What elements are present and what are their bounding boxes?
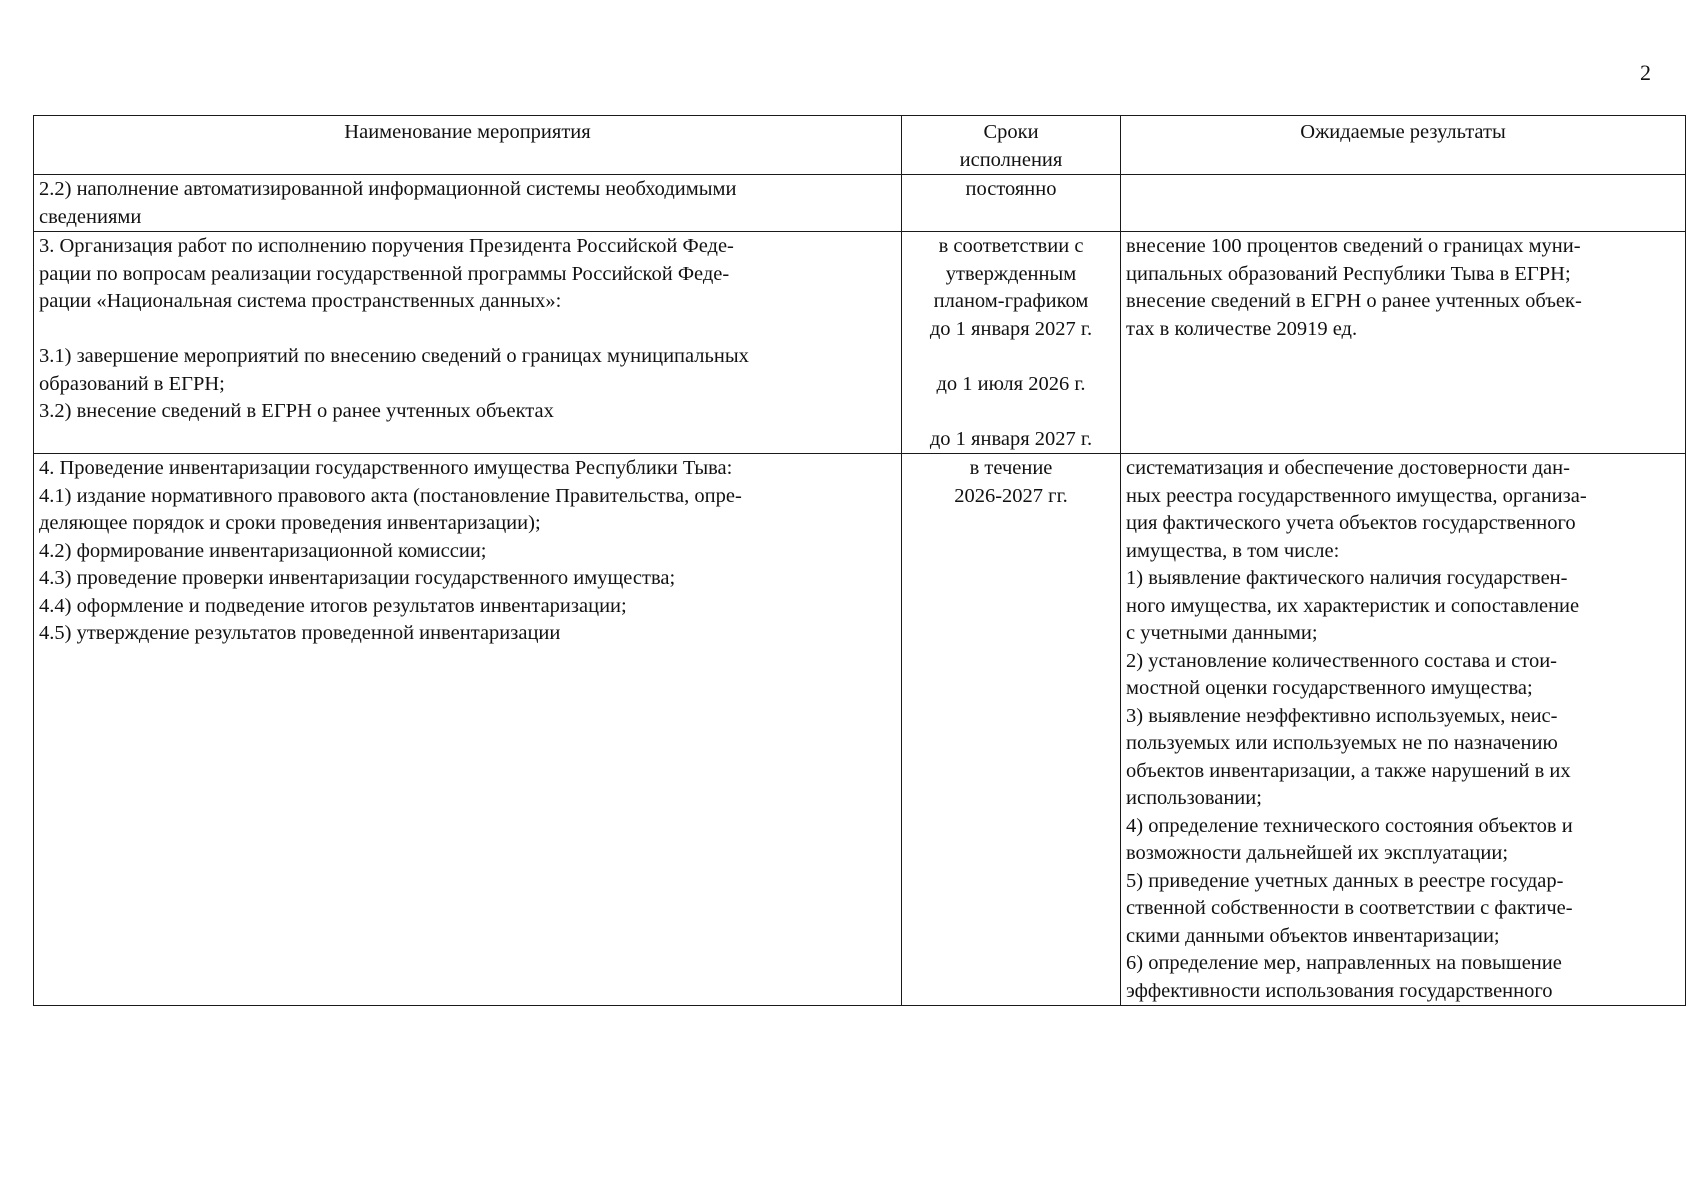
text-line: в течение bbox=[969, 457, 1053, 479]
text-line: до 1 января 2027 г. bbox=[929, 317, 1093, 340]
table-header-row bbox=[34, 116, 1686, 175]
text-line: 5) приведение учетных данных в реестре государ- bbox=[1126, 869, 1564, 892]
table-row bbox=[34, 232, 1686, 454]
text-line: ципальных образований Республики Тыва в ЕГРН; bbox=[1126, 262, 1571, 285]
spacer bbox=[39, 316, 896, 344]
text-line: ция фактического учета объектов государственного bbox=[1126, 512, 1576, 534]
spacer bbox=[907, 398, 1115, 426]
text-line: использовании; bbox=[1126, 787, 1262, 809]
text-line: тах в количестве 20919 ед. bbox=[1126, 317, 1358, 340]
text-line: мостной оценки государственного имущества; bbox=[1126, 677, 1533, 699]
header-term bbox=[902, 116, 1121, 175]
text-line: возможности дальнейшей их эксплуатации; bbox=[1126, 842, 1509, 864]
text-line: внесение сведений в ЕГРН о ранее учтенных объек- bbox=[1126, 290, 1582, 312]
text-line: 1) выявление фактического наличия государствен- bbox=[1126, 567, 1568, 589]
text-line: систематизация и обеспечение достоверности дан- bbox=[1126, 457, 1570, 479]
text-line: 4. Проведение инвентаризации государственного имущества Республики Тыва: bbox=[39, 457, 733, 479]
text-line: ных реестра государственного имущества, организа- bbox=[1126, 484, 1587, 507]
text-line: утвержденным bbox=[945, 262, 1077, 285]
text-line: 4.5) утверждение результатов проведенной инвентаризации bbox=[39, 622, 561, 644]
text-line: планом-графиком bbox=[933, 290, 1089, 312]
text-line: постоянно bbox=[965, 178, 1057, 200]
text-line: 4.1) издание нормативного правового акта (постановление Правительства, опре- bbox=[39, 484, 742, 507]
text-line: в соответствии с bbox=[938, 235, 1084, 257]
page-number: 2 bbox=[1640, 60, 1651, 85]
text-line: рации по вопросам реализации государственной программы Российской Феде- bbox=[39, 262, 730, 285]
text-line: до 1 января 2027 г. bbox=[929, 427, 1093, 450]
cell-result bbox=[1121, 454, 1686, 1006]
text-line: с учетными данными; bbox=[1126, 622, 1318, 644]
text-line: имущества, в том числе: bbox=[1126, 539, 1340, 562]
text-line: скими данными объектов инвентаризации; bbox=[1126, 924, 1500, 947]
text-line: 2.2) наполнение автоматизированной информационной системы необходимыми bbox=[39, 178, 737, 200]
text-line: 4.4) оформление и подведение итогов результатов инвентаризации; bbox=[39, 594, 627, 617]
text-line: до 1 июля 2026 г. bbox=[936, 372, 1086, 395]
table-row bbox=[34, 454, 1686, 1006]
text-line: 4.3) проведение проверки инвентаризации государственного имущества; bbox=[39, 567, 676, 589]
cell-result bbox=[1121, 175, 1686, 232]
cell-name bbox=[34, 454, 902, 1006]
text-line: 3) выявление неэффективно используемых, неис- bbox=[1126, 704, 1558, 727]
text-line: 6) определение мер, направленных на повышение bbox=[1126, 952, 1562, 974]
text-line: объектов инвентаризации, а также нарушений в их bbox=[1126, 759, 1571, 782]
header-result: Ожидаемые результаты bbox=[1121, 116, 1686, 175]
text-line: сведениями bbox=[39, 205, 142, 228]
text-line: 2026-2027 гг. bbox=[954, 484, 1068, 507]
text-line: деляющее порядок и сроки проведения инвентаризации); bbox=[39, 512, 541, 534]
spacer bbox=[907, 343, 1115, 371]
text-line: 3.2) внесение сведений в ЕГРН о ранее учтенных объектах bbox=[39, 400, 554, 422]
cell-result bbox=[1121, 232, 1686, 454]
text-line: пользуемых или используемых не по назначению bbox=[1126, 732, 1558, 754]
table-row bbox=[34, 175, 1686, 232]
measures-table bbox=[33, 115, 1686, 1006]
text-line: 4) определение технического состояния объектов и bbox=[1126, 814, 1573, 837]
text-line: рации «Национальная система пространственных данных»: bbox=[39, 290, 562, 312]
text-line: образований в ЕГРН; bbox=[39, 372, 225, 395]
text-line: 4.2) формирование инвентаризационной комиссии; bbox=[39, 539, 487, 562]
header-term-line: Сроки bbox=[983, 121, 1039, 143]
cell-term bbox=[902, 175, 1121, 232]
text-line: эффективности использования государственного bbox=[1126, 979, 1553, 1002]
text-line: ственной собственности в соответствии с фактиче- bbox=[1126, 897, 1573, 919]
cell-name bbox=[34, 175, 902, 232]
text-line: 3. Организация работ по исполнению поручения Президента Российской Феде- bbox=[39, 235, 734, 257]
cell-term bbox=[902, 454, 1121, 1006]
text-line: 3.1) завершение мероприятий по внесению сведений о границах муниципальных bbox=[39, 345, 749, 367]
text-line: внесение 100 процентов сведений о границах муни- bbox=[1126, 235, 1581, 257]
header-term-line: исполнения bbox=[959, 148, 1063, 171]
cell-term bbox=[902, 232, 1121, 454]
text-line: 2) установление количественного состава и стои- bbox=[1126, 649, 1558, 672]
text-line: ного имущества, их характеристик и сопоставление bbox=[1126, 594, 1580, 617]
header-name: Наименование мероприятия bbox=[34, 116, 902, 175]
cell-name bbox=[34, 232, 902, 454]
